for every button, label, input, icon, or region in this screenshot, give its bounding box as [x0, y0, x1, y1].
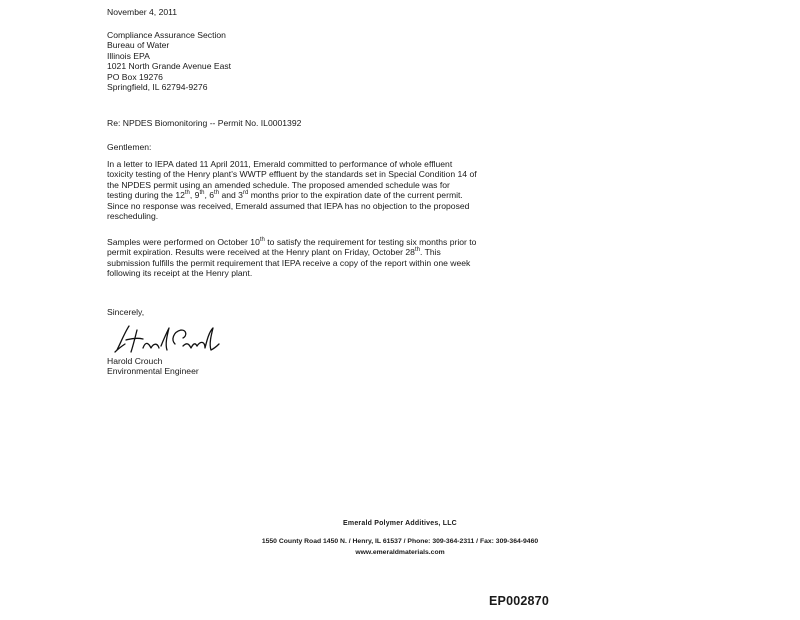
recipient-line: Springfield, IL 62794-9276	[107, 82, 208, 93]
paragraph-text: , 6	[204, 190, 215, 201]
body-paragraph-1	[107, 159, 527, 221]
body-paragraph-2	[107, 237, 527, 279]
paragraph-text: to satisfy the requirement for testing six months prior to permit expiration. Results were received at the Henry plant on Friday, October 28	[107, 237, 477, 258]
recipient-line: 1021 North Grande Avenue East	[107, 61, 232, 72]
ordinal-suffix: th	[414, 247, 420, 254]
paragraph-text: and 3	[219, 190, 243, 201]
footer-website: www.emeraldmaterials.com	[355, 549, 445, 556]
letter-date: November 4, 2011	[107, 7, 178, 17]
paragraph-text: In a letter to IEPA dated 11 April 2011, Emerald committed to performance of whole effluent toxicity testing of the Henry plant's WWTP effluent by the standards set in Special Condition 14 of the NPDES permit using an amended schedule. The proposed amended schedule was for testing during the 12	[107, 159, 477, 201]
signer-block	[107, 356, 199, 377]
recipient-line: Compliance Assurance Section	[107, 30, 226, 40]
recipient-line: PO Box 19276	[107, 71, 163, 82]
ordinal-suffix: th	[214, 190, 220, 197]
signer-name: Harold Crouch	[107, 356, 163, 366]
recipient-address	[107, 30, 231, 92]
subject-line: Re: NPDES Biomonitoring -- Permit No. IL0001392	[107, 118, 302, 128]
paragraph-text: , 9	[189, 190, 200, 201]
paragraph-text: Samples were performed on October 10	[107, 237, 260, 247]
paragraph-text: months prior to the expiration date of the current permit. Since no response was received, Emerald assumed that IEPA has no objection to the proposed rescheduling.	[107, 190, 470, 222]
handwritten-signature	[113, 322, 223, 358]
ordinal-suffix: th	[184, 190, 190, 197]
footer-address: 1550 County Road 1450 N. / Henry, IL 61537 / Phone: 309-364-2311 / Fax: 309-364-9460	[261, 538, 539, 545]
ordinal-suffix: th	[259, 237, 265, 244]
paragraph-text: . This submission fulfills the permit requirement that IEPA receive a copy of the report within one week following its receipt at the Henry plant.	[107, 247, 471, 279]
footer-company-name: Emerald Polymer Additives, LLC	[343, 520, 457, 527]
recipient-line: Illinois EPA	[107, 50, 150, 61]
recipient-line: Bureau of Water	[107, 40, 170, 51]
closing: Sincerely,	[107, 307, 145, 317]
bates-number: EP002870	[489, 594, 549, 608]
ordinal-suffix: rd	[242, 190, 249, 197]
signer-title: Environmental Engineer	[107, 366, 199, 377]
ordinal-suffix: th	[199, 190, 205, 197]
salutation: Gentlemen:	[107, 142, 152, 152]
